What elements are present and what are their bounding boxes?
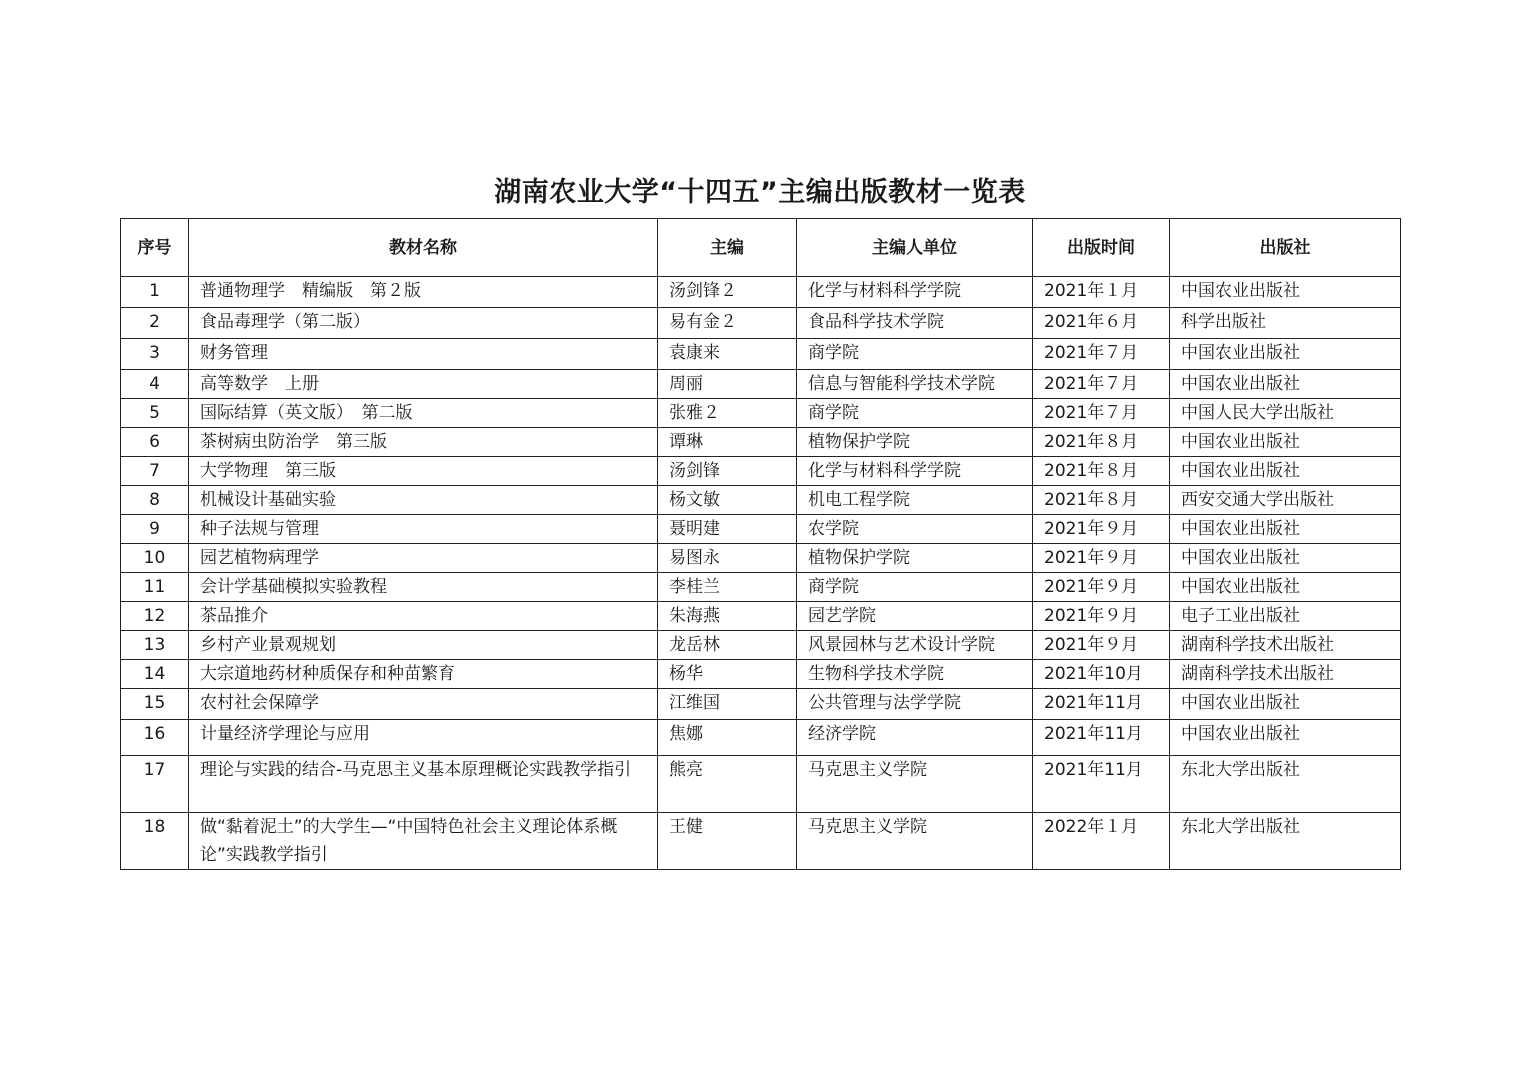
cell-no: 9 [121, 515, 189, 544]
cell-publisher: 中国人民大学出版社 [1170, 399, 1401, 428]
cell-title: 大学物理 第三版 [189, 457, 658, 486]
cell-date: 2021年11月 [1033, 720, 1170, 756]
header-row [121, 219, 1401, 277]
cell-editor: 聂明建 [658, 515, 797, 544]
cell-unit: 马克思主义学院 [797, 756, 1033, 813]
cell-unit: 化学与材料科学学院 [797, 277, 1033, 308]
cell-title: 会计学基础模拟实验教程 [189, 573, 658, 602]
cell-date: 2021年８月 [1033, 457, 1170, 486]
cell-title: 茶品推介 [189, 602, 658, 631]
cell-publisher: 中国农业出版社 [1170, 515, 1401, 544]
cell-no: 7 [121, 457, 189, 486]
cell-no: 17 [121, 756, 189, 813]
cell-date: 2021年11月 [1033, 689, 1170, 720]
header-title: 教材名称 [189, 219, 658, 277]
cell-editor: 汤剑锋２ [658, 277, 797, 308]
cell-unit: 植物保护学院 [797, 544, 1033, 573]
cell-no: 15 [121, 689, 189, 720]
cell-date: 2022年１月 [1033, 813, 1170, 870]
cell-date: 2021年１月 [1033, 277, 1170, 308]
cell-no: 2 [121, 308, 189, 339]
table-body [121, 277, 1401, 870]
cell-unit: 化学与材料科学学院 [797, 457, 1033, 486]
cell-publisher: 湖南科学技术出版社 [1170, 660, 1401, 689]
cell-unit: 商学院 [797, 399, 1033, 428]
cell-title: 计量经济学理论与应用 [189, 720, 658, 756]
cell-title: 机械设计基础实验 [189, 486, 658, 515]
cell-publisher: 东北大学出版社 [1170, 813, 1401, 870]
cell-editor: 龙岳林 [658, 631, 797, 660]
cell-date: 2021年９月 [1033, 631, 1170, 660]
cell-publisher: 电子工业出版社 [1170, 602, 1401, 631]
cell-title: 乡村产业景观规划 [189, 631, 658, 660]
cell-editor: 焦娜 [658, 720, 797, 756]
table-row [121, 544, 1401, 573]
table-row [121, 308, 1401, 339]
cell-unit: 商学院 [797, 573, 1033, 602]
cell-no: 4 [121, 370, 189, 399]
cell-title: 高等数学 上册 [189, 370, 658, 399]
cell-title: 食品毒理学（第二版） [189, 308, 658, 339]
cell-editor: 周丽 [658, 370, 797, 399]
cell-publisher: 中国农业出版社 [1170, 689, 1401, 720]
cell-publisher: 中国农业出版社 [1170, 339, 1401, 370]
cell-publisher: 湖南科学技术出版社 [1170, 631, 1401, 660]
cell-title: 茶树病虫防治学 第三版 [189, 428, 658, 457]
cell-publisher: 中国农业出版社 [1170, 370, 1401, 399]
cell-editor: 张雅２ [658, 399, 797, 428]
cell-title: 财务管理 [189, 339, 658, 370]
table-row [121, 339, 1401, 370]
cell-editor: 杨华 [658, 660, 797, 689]
cell-date: 2021年７月 [1033, 339, 1170, 370]
cell-date: 2021年９月 [1033, 573, 1170, 602]
cell-title: 普通物理学 精编版 第２版 [189, 277, 658, 308]
cell-no: 5 [121, 399, 189, 428]
cell-publisher: 中国农业出版社 [1170, 428, 1401, 457]
cell-unit: 风景园林与艺术设计学院 [797, 631, 1033, 660]
cell-title: 农村社会保障学 [189, 689, 658, 720]
table-row [121, 573, 1401, 602]
cell-editor: 汤剑锋 [658, 457, 797, 486]
cell-publisher: 西安交通大学出版社 [1170, 486, 1401, 515]
cell-unit: 食品科学技术学院 [797, 308, 1033, 339]
cell-no: 1 [121, 277, 189, 308]
cell-editor: 熊亮 [658, 756, 797, 813]
header-unit: 主编人单位 [797, 219, 1033, 277]
cell-unit: 生物科学技术学院 [797, 660, 1033, 689]
cell-date: 2021年11月 [1033, 756, 1170, 813]
cell-publisher: 东北大学出版社 [1170, 756, 1401, 813]
table-row [121, 631, 1401, 660]
cell-editor: 江维国 [658, 689, 797, 720]
cell-unit: 马克思主义学院 [797, 813, 1033, 870]
cell-date: 2021年６月 [1033, 308, 1170, 339]
cell-date: 2021年９月 [1033, 544, 1170, 573]
cell-no: 18 [121, 813, 189, 870]
cell-unit: 机电工程学院 [797, 486, 1033, 515]
table-row [121, 515, 1401, 544]
table-row [121, 660, 1401, 689]
table-row [121, 277, 1401, 308]
cell-unit: 公共管理与法学学院 [797, 689, 1033, 720]
table-row [121, 756, 1401, 813]
cell-no: 11 [121, 573, 189, 602]
cell-editor: 王健 [658, 813, 797, 870]
cell-no: 12 [121, 602, 189, 631]
cell-no: 6 [121, 428, 189, 457]
cell-date: 2021年７月 [1033, 370, 1170, 399]
table-row [121, 370, 1401, 399]
cell-publisher: 科学出版社 [1170, 308, 1401, 339]
header-no: 序号 [121, 219, 189, 277]
table-row [121, 457, 1401, 486]
cell-publisher: 中国农业出版社 [1170, 720, 1401, 756]
cell-date: 2021年８月 [1033, 486, 1170, 515]
cell-no: 16 [121, 720, 189, 756]
cell-no: 13 [121, 631, 189, 660]
cell-no: 3 [121, 339, 189, 370]
cell-unit: 农学院 [797, 515, 1033, 544]
cell-title: 理论与实践的结合-马克思主义基本原理概论实践教学指引 [189, 756, 658, 813]
cell-unit: 商学院 [797, 339, 1033, 370]
table-row [121, 813, 1401, 870]
cell-publisher: 中国农业出版社 [1170, 573, 1401, 602]
cell-no: 14 [121, 660, 189, 689]
table-row [121, 399, 1401, 428]
cell-no: 10 [121, 544, 189, 573]
cell-date: 2021年９月 [1033, 515, 1170, 544]
table-header [121, 219, 1401, 277]
cell-date: 2021年10月 [1033, 660, 1170, 689]
cell-unit: 植物保护学院 [797, 428, 1033, 457]
cell-title: 种子法规与管理 [189, 515, 658, 544]
cell-publisher: 中国农业出版社 [1170, 277, 1401, 308]
cell-editor: 朱海燕 [658, 602, 797, 631]
cell-editor: 易图永 [658, 544, 797, 573]
cell-title: 国际结算（英文版） 第二版 [189, 399, 658, 428]
cell-publisher: 中国农业出版社 [1170, 544, 1401, 573]
cell-no: 8 [121, 486, 189, 515]
header-editor: 主编 [658, 219, 797, 277]
table-row [121, 720, 1401, 756]
cell-title: 大宗道地药材种质保存和种苗繁育 [189, 660, 658, 689]
cell-date: 2021年７月 [1033, 399, 1170, 428]
cell-unit: 园艺学院 [797, 602, 1033, 631]
textbook-table [120, 218, 1401, 870]
cell-title: 园艺植物病理学 [189, 544, 658, 573]
cell-editor: 易有金２ [658, 308, 797, 339]
cell-editor: 袁康来 [658, 339, 797, 370]
table-row [121, 486, 1401, 515]
cell-editor: 杨文敏 [658, 486, 797, 515]
cell-date: 2021年８月 [1033, 428, 1170, 457]
cell-unit: 信息与智能科学技术学院 [797, 370, 1033, 399]
cell-date: 2021年９月 [1033, 602, 1170, 631]
cell-title: 做“黏着泥土”的大学生—“中国特色社会主义理论体系概论”实践教学指引 [189, 813, 658, 870]
cell-unit: 经济学院 [797, 720, 1033, 756]
header-publisher: 出版社 [1170, 219, 1401, 277]
document-title: 湖南农业大学“十四五”主编出版教材一览表 [494, 177, 1026, 208]
table-row [121, 428, 1401, 457]
cell-editor: 谭琳 [658, 428, 797, 457]
header-date: 出版时间 [1033, 219, 1170, 277]
table-row [121, 602, 1401, 631]
cell-editor: 李桂兰 [658, 573, 797, 602]
table-row [121, 689, 1401, 720]
cell-publisher: 中国农业出版社 [1170, 457, 1401, 486]
